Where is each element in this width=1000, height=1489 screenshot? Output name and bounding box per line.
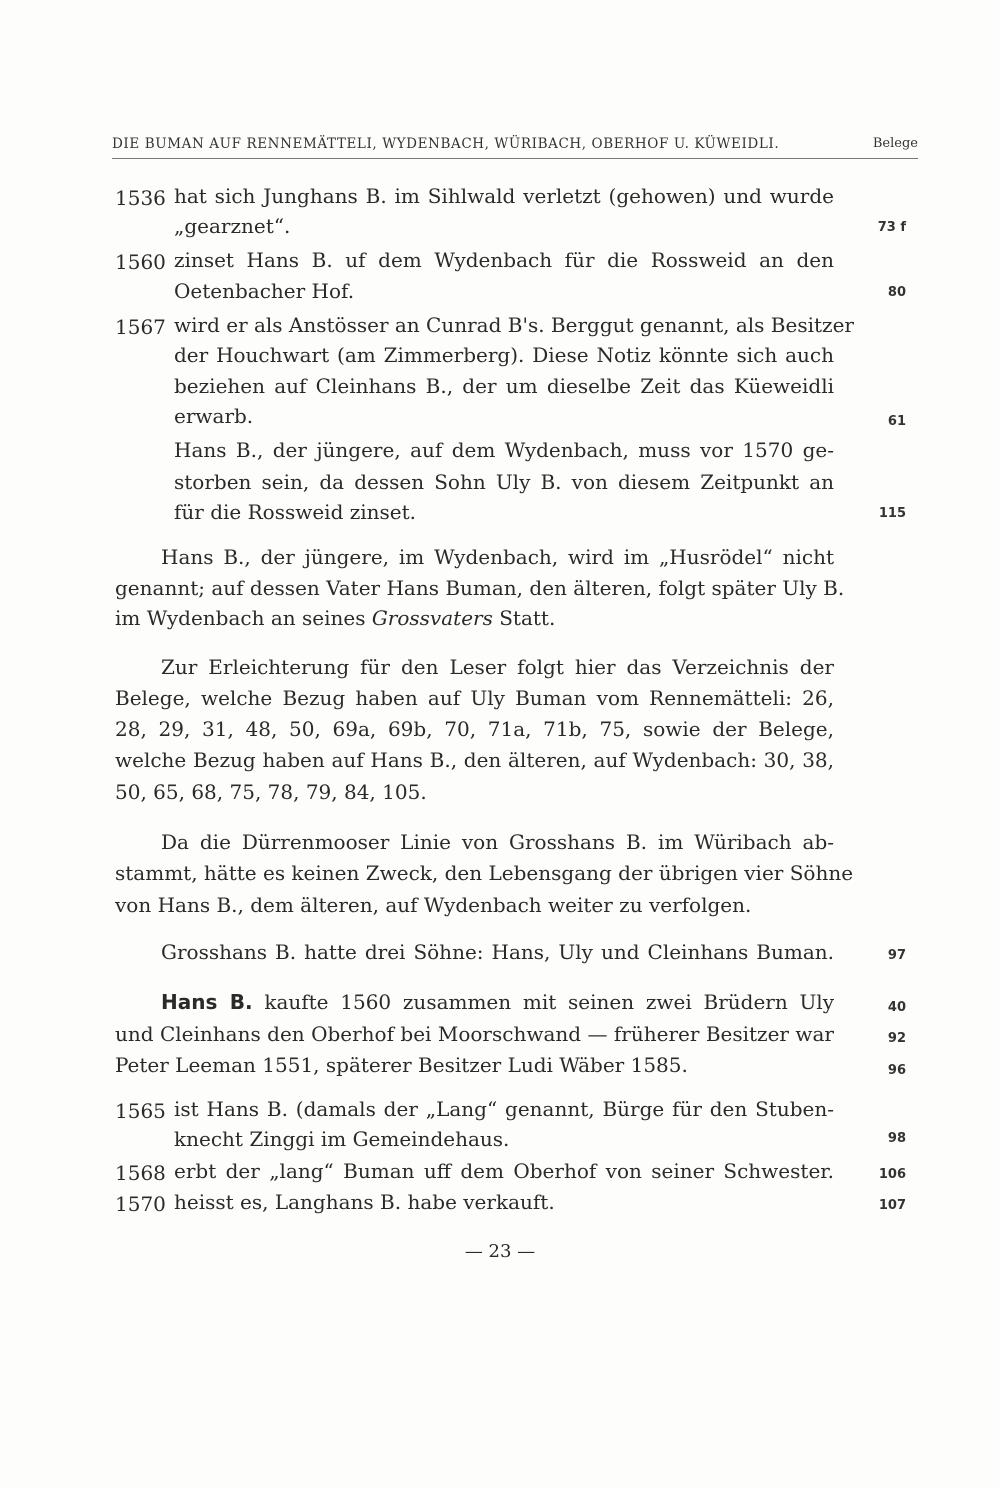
- hans-juenger-line3: für die Rossweid zinset.: [174, 500, 417, 524]
- p3-line3: von Hans B., dem älteren, auf Wydenbach weiter zu verfolgen.: [115, 893, 752, 917]
- ref-1565: 98: [887, 1131, 906, 1146]
- p1-line1: Hans B., der jüngere, im Wydenbach, wird im „Husrödel“ nicht: [161, 545, 834, 569]
- p4-line1: Grosshans B. hatte drei Söhne: Hans, Uly und Cleinhans Buman.: [161, 940, 834, 964]
- entry-1570-line1: heisst es, Langhans B. habe verkauft.: [174, 1190, 555, 1214]
- header-rule: [112, 158, 918, 159]
- p5-line2: und Cleinhans den Oberhof bei Moorschwand — früherer Besitzer war: [115, 1022, 834, 1046]
- entry-year-1536: 1536: [115, 186, 166, 210]
- ref-p5-3: 96: [887, 1063, 906, 1078]
- p1-line3: [115, 608, 555, 628]
- page-number: — 23 —: [464, 1241, 536, 1262]
- entry-year-1570: 1570: [115, 1192, 166, 1216]
- p2-line1: Zur Erleichterung für den Leser folgt hier das Verzeichnis der: [161, 655, 834, 679]
- belege-column-label: Belege: [872, 136, 918, 151]
- p5-bold-name: Hans B.: [161, 990, 253, 1014]
- ref-1536: 73 f: [877, 220, 906, 235]
- p2-line4: welche Bezug haben auf Hans B., den älteren, auf Wydenbach: 30, 38,: [115, 748, 834, 772]
- ref-p4: 97: [887, 948, 906, 963]
- entry-1568-line1: erbt der „lang“ Buman uff dem Oberhof von seiner Schwester.: [174, 1159, 834, 1183]
- entry-1567-line3: beziehen auf Cleinhans B., der um dieselbe Zeit das Küeweidli: [174, 374, 834, 398]
- entry-1567-line1: wird er als Anstösser an Cunrad B's. Berggut genannt, als Besitzer: [174, 313, 854, 337]
- p1-line3-end: Statt.: [492, 606, 556, 630]
- ref-1570: 107: [878, 1198, 906, 1213]
- p5-line1: [161, 992, 834, 1012]
- entry-1565-line1: ist Hans B. (damals der „Lang“ genannt, Bürge für den Stuben-: [174, 1097, 834, 1121]
- p3-line2: stammt, hätte es keinen Zweck, den Lebensgang der übrigen vier Söhne: [115, 861, 854, 885]
- entry-1565-line2: knecht Zinggi im Gemeindehaus.: [174, 1127, 510, 1151]
- ref-hans-juenger: 115: [878, 506, 906, 521]
- ref-1568: 106: [878, 1167, 906, 1182]
- p5-line1-text: kaufte 1560 zusammen mit seinen zwei Brüdern Uly: [252, 990, 835, 1014]
- entry-1567-line2: der Houchwart (am Zimmerberg). Diese Notiz könnte sich auch: [174, 343, 834, 367]
- entry-1560-line2: Oetenbacher Hof.: [174, 279, 355, 303]
- hans-juenger-line1: Hans B., der jüngere, auf dem Wydenbach, muss vor 1570 ge-: [174, 438, 834, 462]
- p5-line3: Peter Leeman 1551, späterer Besitzer Ludi Wäber 1585.: [115, 1053, 688, 1077]
- ref-p5-1: 40: [887, 1000, 906, 1015]
- entry-1567-line4: erwarb.: [174, 404, 254, 428]
- entry-1560-line1: zinset Hans B. uf dem Wydenbach für die Rossweid an den: [174, 248, 834, 272]
- p1-line2: genannt; auf dessen Vater Hans Buman, den älteren, folgt später Uly B.: [115, 576, 845, 600]
- ref-1567: 61: [887, 414, 906, 429]
- entry-year-1565: 1565: [115, 1099, 166, 1123]
- entry-year-1560: 1560: [115, 250, 166, 274]
- entry-1536-line2: „gearznet“.: [174, 214, 291, 238]
- running-title: DIE BUMAN AUF RENNEMÄTTELI, WYDENBACH, WÜRIBACH, OBERHOF U. KÜWEIDLI.: [112, 136, 780, 152]
- p2-line3: 28, 29, 31, 48, 50, 69a, 69b, 70, 71a, 71b, 75, sowie der Belege,: [115, 717, 834, 741]
- p2-line5: 50, 65, 68, 75, 78, 79, 84, 105.: [115, 780, 427, 804]
- p2-line2: Belege, welche Bezug haben auf Uly Buman vom Rennemätteli: 26,: [115, 686, 834, 710]
- p3-line1: Da die Dürrenmooser Linie von Grosshans B. im Würibach ab-: [161, 830, 834, 854]
- p1-line3-start: im Wydenbach an seines: [115, 606, 372, 630]
- entry-1536-line1: hat sich Junghans B. im Sihlwald verletzt (gehowen) und wurde: [174, 184, 834, 208]
- entry-year-1567: 1567: [115, 315, 166, 339]
- hans-juenger-line2: storben sein, da dessen Sohn Uly B. von diesem Zeitpunkt an: [174, 470, 834, 494]
- entry-year-1568: 1568: [115, 1161, 166, 1185]
- p1-line3-italic: Grossvaters: [371, 606, 493, 630]
- ref-p5-2: 92: [887, 1031, 906, 1046]
- ref-1560: 80: [887, 285, 906, 300]
